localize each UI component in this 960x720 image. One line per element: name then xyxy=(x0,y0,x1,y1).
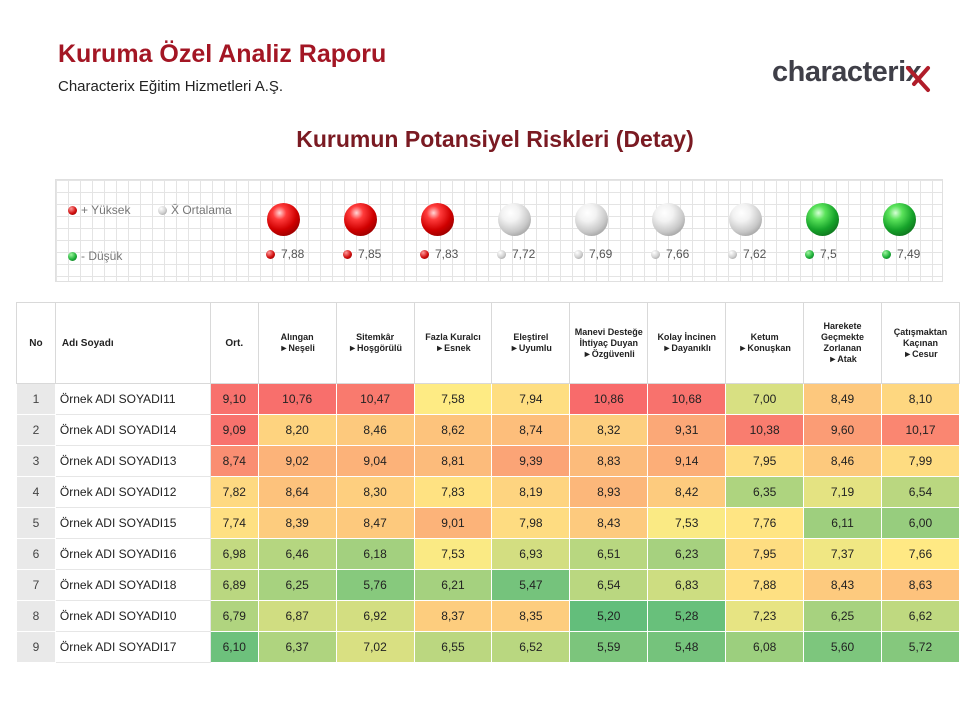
green-dot-icon xyxy=(805,250,814,259)
trait-score: 6,21 xyxy=(414,570,492,601)
red-dot-icon xyxy=(420,250,429,259)
table-row xyxy=(17,415,960,446)
red-ball-icon xyxy=(421,203,454,236)
trait-score: 7,88 xyxy=(726,570,804,601)
person-name: Örnek ADI SOYADI10 xyxy=(55,601,210,632)
trait-score: 8,20 xyxy=(258,415,336,446)
header-trait-line: Manevi Desteğe xyxy=(574,326,643,337)
trait-score: 8,42 xyxy=(648,477,726,508)
header-trait-2 xyxy=(336,303,414,384)
trait-score: 8,10 xyxy=(881,384,959,415)
trait-score: 7,94 xyxy=(492,384,570,415)
trait-score: 10,38 xyxy=(726,415,804,446)
trait-score: 5,76 xyxy=(336,570,414,601)
trait-score: 5,59 xyxy=(570,632,648,663)
header-trait-line: ►Konuşkan xyxy=(738,343,791,353)
average-score: 9,10 xyxy=(210,384,258,415)
trait-score: 7,83 xyxy=(414,477,492,508)
header-trait-line: ►Uyumlu xyxy=(509,343,552,353)
header-trait-line: Eleştirel xyxy=(513,332,549,342)
header-trait-line: İhtiyaç Duyan xyxy=(579,337,639,348)
trait-score: 8,43 xyxy=(570,508,648,539)
table-body xyxy=(17,384,960,663)
trait-score: 7,19 xyxy=(804,477,882,508)
white-dot-icon xyxy=(728,250,737,259)
trait-score: 6,46 xyxy=(258,539,336,570)
trait-score: 7,53 xyxy=(648,508,726,539)
trait-score: 7,95 xyxy=(726,539,804,570)
section-title: Kurumun Potansiyel Riskleri (Detay) xyxy=(296,126,694,152)
trait-score: 7,00 xyxy=(726,384,804,415)
summary-score-value: 7,62 xyxy=(743,247,767,261)
trait-score: 5,20 xyxy=(570,601,648,632)
trait-score: 8,47 xyxy=(336,508,414,539)
header-trait-line: Çatışmaktan xyxy=(893,326,948,337)
table-row xyxy=(17,570,960,601)
header-trait-line: ►Atak xyxy=(828,354,857,364)
table-row xyxy=(17,601,960,632)
row-number: 1 xyxy=(17,384,56,415)
trait-score: 8,63 xyxy=(881,570,959,601)
trait-score: 5,72 xyxy=(881,632,959,663)
person-name: Örnek ADI SOYADI14 xyxy=(55,415,210,446)
person-name: Örnek ADI SOYADI12 xyxy=(55,477,210,508)
trait-score: 6,08 xyxy=(726,632,804,663)
legend-low xyxy=(68,249,122,263)
table-row xyxy=(17,632,960,663)
summary-score xyxy=(651,247,689,261)
person-name: Örnek ADI SOYADI16 xyxy=(55,539,210,570)
summary-score-value: 7,66 xyxy=(666,247,690,261)
trait-score: 6,93 xyxy=(492,539,570,570)
summary-score-value: 7,72 xyxy=(512,247,536,261)
average-score: 6,89 xyxy=(210,570,258,601)
person-name: Örnek ADI SOYADI18 xyxy=(55,570,210,601)
trait-score: 10,17 xyxy=(881,415,959,446)
trait-score: 7,66 xyxy=(881,539,959,570)
header-trait-line: ►Cesur xyxy=(903,348,938,359)
header-trait-line: ►Esnek xyxy=(435,343,471,353)
summary-score-value: 7,5 xyxy=(820,247,837,261)
trait-score: 8,46 xyxy=(804,446,882,477)
red-dot-icon xyxy=(68,206,77,215)
legend-high xyxy=(68,203,130,217)
person-name: Örnek ADI SOYADI17 xyxy=(55,632,210,663)
summary-score xyxy=(343,247,381,261)
summary-score xyxy=(728,247,766,261)
summary-score xyxy=(420,247,458,261)
header-trait-line: ►Neşeli xyxy=(279,343,315,353)
header-no: No xyxy=(17,303,56,384)
table-row xyxy=(17,446,960,477)
trait-score: 6,55 xyxy=(414,632,492,663)
white-dot-icon xyxy=(651,250,660,259)
header-trait-7 xyxy=(726,303,804,384)
trait-score: 6,25 xyxy=(804,601,882,632)
risk-table xyxy=(16,302,960,663)
table-row xyxy=(17,384,960,415)
header-trait-line: Alıngan xyxy=(280,332,314,342)
trait-score: 8,64 xyxy=(258,477,336,508)
trait-score: 9,01 xyxy=(414,508,492,539)
header-trait-line: ►Hoşgörülü xyxy=(348,343,403,353)
trait-score: 6,23 xyxy=(648,539,726,570)
trait-score: 6,92 xyxy=(336,601,414,632)
summary-score xyxy=(497,247,535,261)
header-trait-line: Zorlanan xyxy=(823,343,862,353)
trait-score: 7,53 xyxy=(414,539,492,570)
trait-score: 6,11 xyxy=(804,508,882,539)
trait-score: 7,37 xyxy=(804,539,882,570)
trait-score: 5,47 xyxy=(492,570,570,601)
row-number: 6 xyxy=(17,539,56,570)
trait-score: 10,47 xyxy=(336,384,414,415)
trait-score: 7,58 xyxy=(414,384,492,415)
trait-score: 8,62 xyxy=(414,415,492,446)
legend-high-label: + Yüksek xyxy=(81,203,131,217)
summary-score-value: 7,88 xyxy=(281,247,305,261)
white-dot-icon xyxy=(497,250,506,259)
trait-score: 7,98 xyxy=(492,508,570,539)
white-ball-icon xyxy=(498,203,531,236)
summary-score xyxy=(882,247,920,261)
average-score: 7,74 xyxy=(210,508,258,539)
trait-score: 9,04 xyxy=(336,446,414,477)
trait-score: 8,35 xyxy=(492,601,570,632)
trait-score: 5,60 xyxy=(804,632,882,663)
summary-score-value: 7,49 xyxy=(897,247,921,261)
trait-score: 7,95 xyxy=(726,446,804,477)
logo-text: characterix xyxy=(772,56,922,88)
trait-score: 6,51 xyxy=(570,539,648,570)
trait-score: 5,28 xyxy=(648,601,726,632)
green-dot-icon xyxy=(882,250,891,259)
trait-score: 10,68 xyxy=(648,384,726,415)
red-ball-icon xyxy=(267,203,300,236)
table-row xyxy=(17,508,960,539)
summary-score-value: 7,69 xyxy=(589,247,613,261)
white-ball-icon xyxy=(652,203,685,236)
trait-score: 6,37 xyxy=(258,632,336,663)
header-trait-9 xyxy=(881,303,959,384)
trait-score: 8,46 xyxy=(336,415,414,446)
trait-score: 8,43 xyxy=(804,570,882,601)
header-trait-line: ►Dayanıklı xyxy=(662,343,711,353)
average-score: 6,79 xyxy=(210,601,258,632)
legend-average xyxy=(158,203,232,217)
row-number: 2 xyxy=(17,415,56,446)
legend-average-label: X̄ Ortalama xyxy=(171,203,232,217)
trait-score: 7,23 xyxy=(726,601,804,632)
average-score: 8,74 xyxy=(210,446,258,477)
header-trait-line: Kaçınan xyxy=(902,337,938,348)
trait-score: 7,99 xyxy=(881,446,959,477)
white-ball-icon xyxy=(575,203,608,236)
trait-score: 9,31 xyxy=(648,415,726,446)
header-name: Adı Soyadı xyxy=(55,303,210,384)
trait-score: 10,86 xyxy=(570,384,648,415)
header-trait-5 xyxy=(570,303,648,384)
trait-score: 8,32 xyxy=(570,415,648,446)
trait-score: 8,37 xyxy=(414,601,492,632)
red-dot-icon xyxy=(343,250,352,259)
trait-score: 8,93 xyxy=(570,477,648,508)
row-number: 5 xyxy=(17,508,56,539)
average-score: 6,98 xyxy=(210,539,258,570)
trait-score: 8,49 xyxy=(804,384,882,415)
person-name: Örnek ADI SOYADI15 xyxy=(55,508,210,539)
table-row xyxy=(17,539,960,570)
legend-low-label: - Düşük xyxy=(81,249,123,263)
white-dot-icon xyxy=(158,206,167,215)
summary-score-value: 7,83 xyxy=(435,247,459,261)
header-trait-line: ►Özgüvenli xyxy=(582,348,635,359)
trait-score: 6,00 xyxy=(881,508,959,539)
trait-score: 8,19 xyxy=(492,477,570,508)
trait-score: 8,39 xyxy=(258,508,336,539)
trait-score: 6,83 xyxy=(648,570,726,601)
table-row xyxy=(17,477,960,508)
average-score: 7,82 xyxy=(210,477,258,508)
trait-score: 9,14 xyxy=(648,446,726,477)
row-number: 4 xyxy=(17,477,56,508)
row-number: 7 xyxy=(17,570,56,601)
trait-score: 7,76 xyxy=(726,508,804,539)
red-ball-icon xyxy=(344,203,377,236)
row-number: 8 xyxy=(17,601,56,632)
header-trait-6 xyxy=(648,303,726,384)
trait-score: 6,35 xyxy=(726,477,804,508)
trait-score: 6,54 xyxy=(570,570,648,601)
header-trait-line: Fazla Kuralcı xyxy=(425,332,481,342)
trait-score: 9,39 xyxy=(492,446,570,477)
average-score: 6,10 xyxy=(210,632,258,663)
header-avg: Ort. xyxy=(210,303,258,384)
trait-score: 6,52 xyxy=(492,632,570,663)
summary-score-value: 7,85 xyxy=(358,247,382,261)
trait-score: 6,18 xyxy=(336,539,414,570)
header-trait-8 xyxy=(804,303,882,384)
trait-score: 8,30 xyxy=(336,477,414,508)
header-trait-line: Sitemkâr xyxy=(356,332,395,342)
green-ball-icon xyxy=(883,203,916,236)
summary-score xyxy=(266,247,304,261)
report-subtitle: Characterix Eğitim Hizmetleri A.Ş. xyxy=(58,78,284,95)
person-name: Örnek ADI SOYADI11 xyxy=(55,384,210,415)
trait-score: 6,54 xyxy=(881,477,959,508)
trait-score: 8,81 xyxy=(414,446,492,477)
header-trait-line: Harekete Geçmekte xyxy=(821,321,865,342)
trait-score: 7,02 xyxy=(336,632,414,663)
row-number: 3 xyxy=(17,446,56,477)
trait-score: 5,48 xyxy=(648,632,726,663)
trait-score: 6,87 xyxy=(258,601,336,632)
header-trait-line: Ketum xyxy=(750,332,779,342)
trait-score: 9,60 xyxy=(804,415,882,446)
summary-score xyxy=(805,247,837,261)
header-trait-3 xyxy=(414,303,492,384)
row-number: 9 xyxy=(17,632,56,663)
header-trait-4 xyxy=(492,303,570,384)
header-trait-line: Kolay İncinen xyxy=(657,332,716,342)
trait-score: 8,74 xyxy=(492,415,570,446)
green-dot-icon xyxy=(68,252,77,261)
trait-score: 6,62 xyxy=(881,601,959,632)
trait-score: 8,83 xyxy=(570,446,648,477)
red-dot-icon xyxy=(266,250,275,259)
trait-score: 9,02 xyxy=(258,446,336,477)
green-ball-icon xyxy=(806,203,839,236)
trait-score: 10,76 xyxy=(258,384,336,415)
white-ball-icon xyxy=(729,203,762,236)
characterix-logo xyxy=(770,52,932,94)
table-header-row xyxy=(17,303,960,384)
header-trait-1 xyxy=(258,303,336,384)
trait-score: 6,25 xyxy=(258,570,336,601)
average-score: 9,09 xyxy=(210,415,258,446)
report-title: Kuruma Özel Analiz Raporu xyxy=(58,40,387,68)
person-name: Örnek ADI SOYADI13 xyxy=(55,446,210,477)
white-dot-icon xyxy=(574,250,583,259)
summary-score xyxy=(574,247,612,261)
